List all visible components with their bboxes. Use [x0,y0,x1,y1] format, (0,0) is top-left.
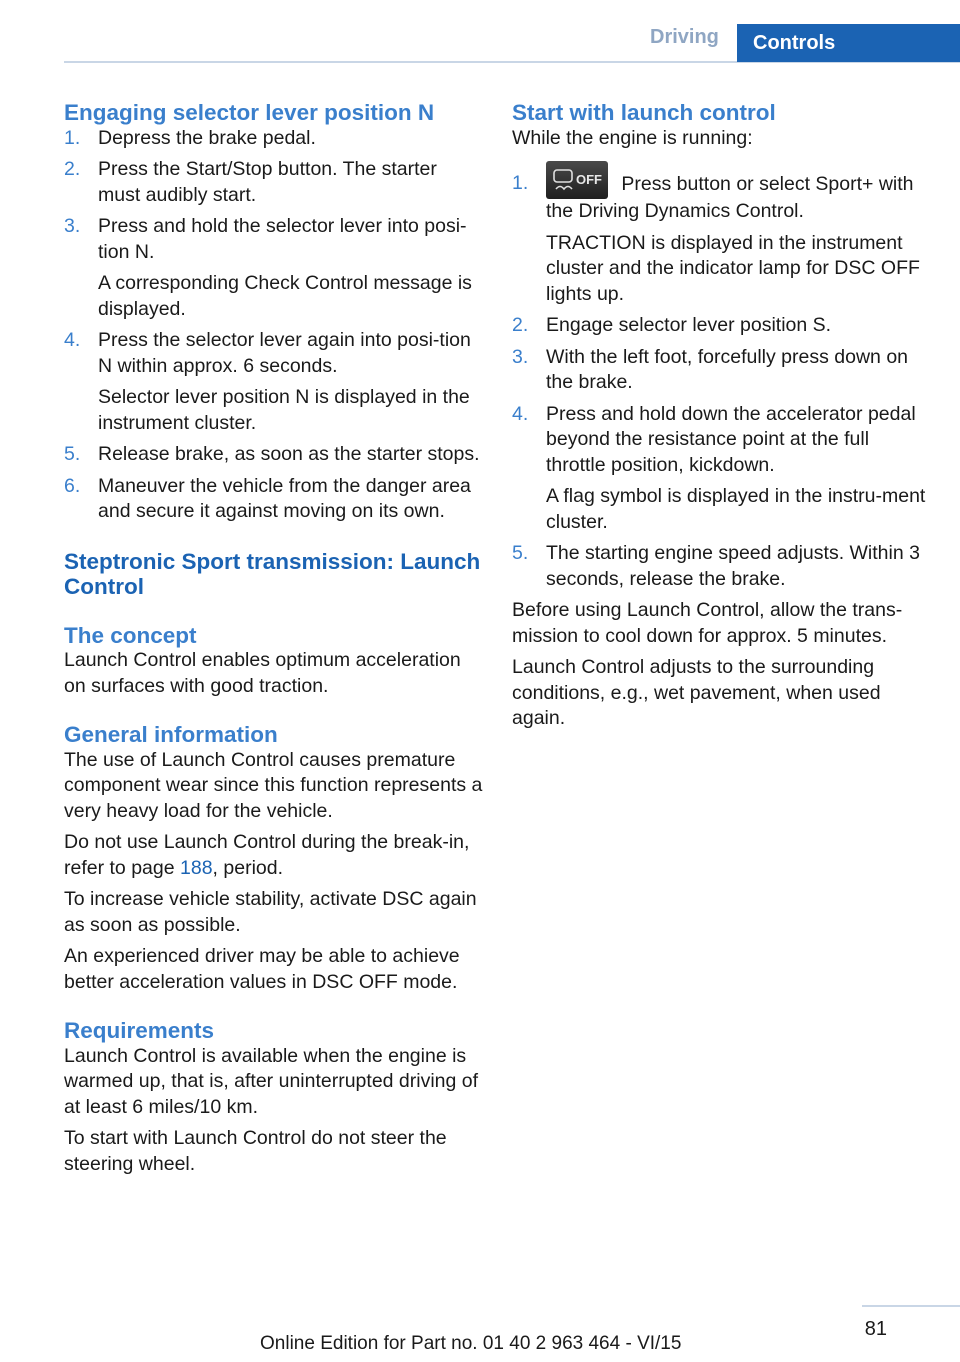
page-reference-link[interactable]: 188 [180,856,213,879]
step-text: Engage selector lever position S. [546,314,832,336]
general-heading: General information [64,722,278,747]
general-paragraph-3: To increase vehicle stability, activate DSC again as soon as possible. [64,888,477,936]
step-text: Depress the brake pedal. [98,126,316,149]
list-item [64,442,484,468]
step-number: 4. [64,329,81,351]
step-number: 2. [64,158,81,180]
general-paragraph-2 [64,830,484,881]
start-steps-list [512,171,932,592]
step-number: 4. [512,402,529,425]
engaging-heading: Engaging selector lever position N [64,100,435,125]
step-text: The starting engine speed adjusts. Within 3 seconds, release the brake. [546,542,920,590]
steptronic-heading: Steptronic Sport transmission: Launch Control [64,548,481,599]
general-paragraph-4: An experienced driver may be able to achieve better acceleration values in DSC OFF mode. [64,945,460,993]
list-item [512,313,932,339]
chapter-tab[interactable] [737,24,960,62]
step-number: 6. [64,474,81,497]
requirements-paragraph-1: Launch Control is available when the engine is warmed up, that is, after uninterrupted driving of at least 6 miles/10 km. [64,1044,479,1118]
general-paragraph-1: The use of Launch Control causes premature component wear since this function represents a very heavy load for the vehicle. [64,748,483,822]
step-note: A corresponding Check Control message is displayed. [98,272,472,320]
step-number: 1. [512,172,529,194]
step-text-inline: Press button or select Sport+ with the Driving Dynamics Control. [546,173,914,222]
step-number: 1. [64,126,81,149]
step-text: Release brake, as soon as the starter stops. [98,443,480,465]
edition-footer: Online Edition for Part no. 01 40 2 963 464 - VI/15 [260,1333,682,1354]
list-item [64,328,484,436]
requirements-heading: Requirements [64,1018,215,1043]
step-number: 3. [64,215,81,237]
dsc-off-button-icon [546,161,608,199]
list-item [512,171,932,307]
concept-text: Launch Control enables optimum acceleration on surfaces with good traction. [64,649,461,697]
step-text: Press and hold down the accelerator pedal beyond the resistance point at the full throttle position, kickdown. [546,402,916,476]
step-text [546,171,932,225]
list-item [64,214,484,322]
step-text: With the left foot, forcefully press down on the brake. [546,345,909,393]
dsc-icon-label: OFF [576,172,602,187]
list-item [512,541,932,592]
general-paragraph-2-start: Do not use Launch Control during the break-in, refer to page [64,831,470,879]
step-text: Press the Start/Stop button. The starter must audibly start. [98,158,437,206]
chapter-tab-label: Controls [753,32,836,54]
step-text: Press and hold the selector lever into posi‐tion N. [98,215,467,263]
start-heading: Start with launch control [512,100,776,125]
list-item [64,474,484,525]
closing-paragraph-1: Before using Launch Control, allow the trans‐mission to cool down for approx. 5 minutes. [512,599,903,647]
left-column [64,100,484,1183]
step-number: 5. [512,542,529,564]
step-number: 5. [64,443,81,465]
step-text: Maneuver the vehicle from the danger area and secure it against moving on its own. [98,474,471,522]
general-paragraph-2-end: , period. [212,856,284,879]
closing-paragraph-2: Launch Control adjusts to the surrounding conditions, e.g., wet pavement, when used again. [512,656,881,729]
section-tab[interactable]: Driving [650,26,719,48]
footer-rule [862,1305,960,1307]
step-number: 3. [512,345,529,368]
list-item [512,402,932,536]
engaging-steps-list [64,126,484,525]
step-number: 2. [512,314,529,336]
right-column [512,100,932,738]
list-item [64,157,484,208]
page-number: 81 [864,1318,887,1340]
concept-heading: The concept [64,622,197,648]
list-item [64,126,484,152]
step-note: TRACTION is displayed in the instrument cluster and the indicator lamp for DSC OFF lights up. [546,231,920,305]
step-text: Press the selector lever again into posi‐tion N within approx. 6 seconds. [98,329,471,377]
start-intro: While the engine is running: [512,126,753,149]
step-note: Selector lever position N is displayed in the instrument cluster. [98,386,470,434]
step-note: A flag symbol is displayed in the instru‐ment cluster. [546,485,926,533]
list-item [512,345,932,396]
requirements-paragraph-2: To start with Launch Control do not steer the steering wheel. [64,1127,447,1175]
